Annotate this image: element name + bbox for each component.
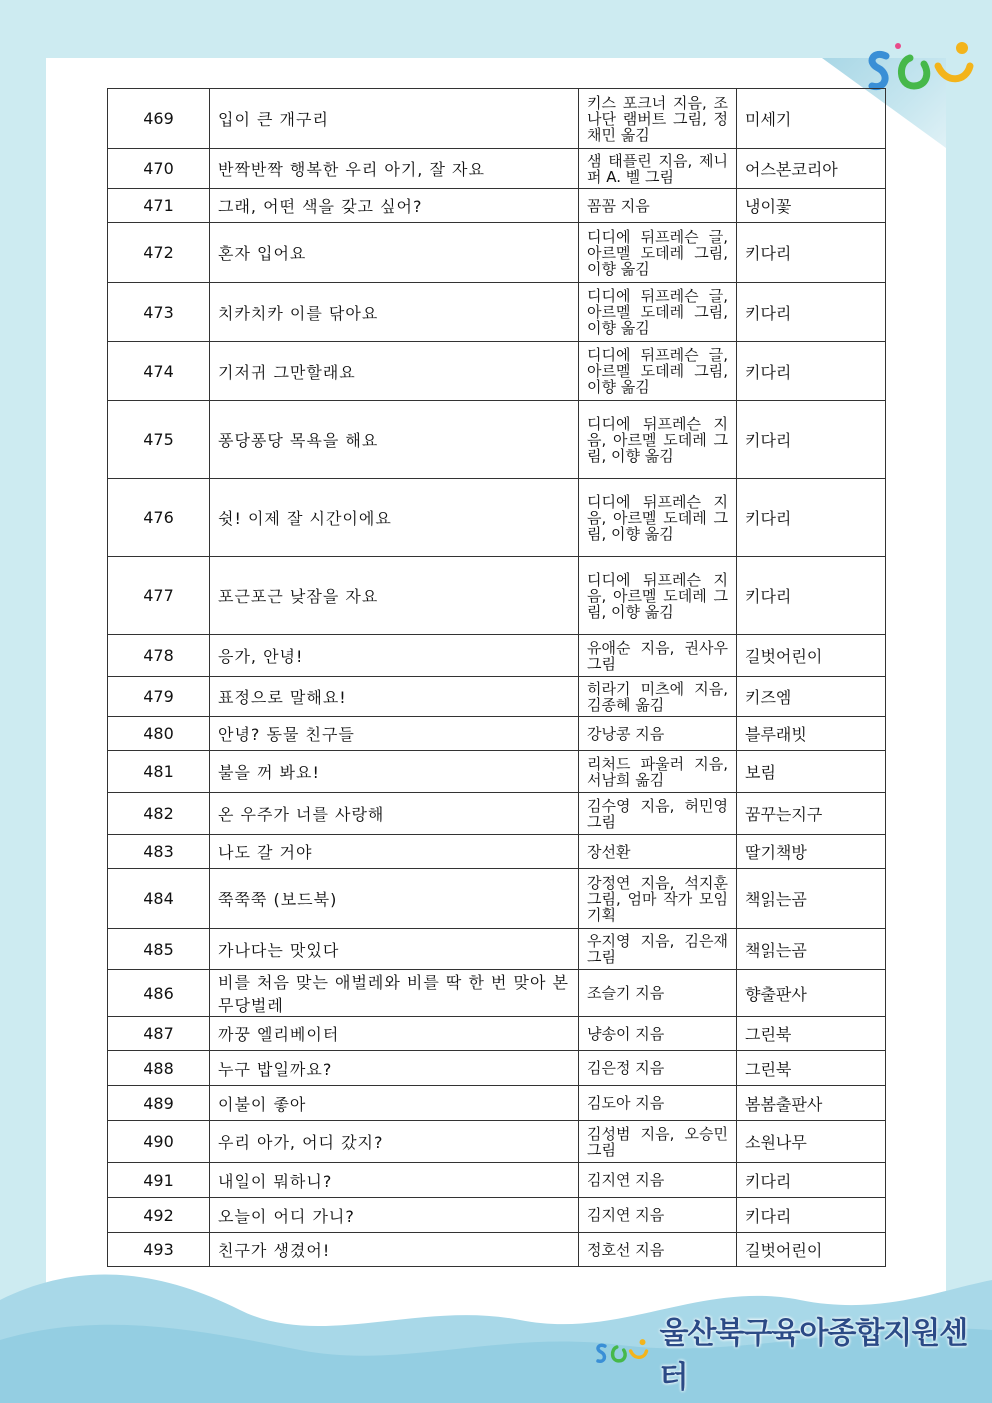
book-number: 489 — [108, 1086, 210, 1121]
table-row — [108, 1198, 886, 1233]
table-row — [108, 89, 886, 149]
book-title: 혼자 입어요 — [210, 223, 579, 283]
book-number: 491 — [108, 1163, 210, 1198]
table-row — [108, 283, 886, 342]
book-number: 473 — [108, 283, 210, 342]
table-row — [108, 1051, 886, 1086]
book-author: 김도아 지음 — [579, 1086, 737, 1121]
book-number: 481 — [108, 751, 210, 793]
book-publisher: 블루래빗 — [737, 717, 886, 751]
book-author: 김지연 지음 — [579, 1163, 737, 1198]
book-title: 반짝반짝 행복한 우리 아기, 잘 자요 — [210, 149, 579, 189]
book-title: 기저귀 그만할래요 — [210, 342, 579, 401]
book-publisher: 키다리 — [737, 283, 886, 342]
table-row — [108, 557, 886, 635]
book-publisher: 어스본코리아 — [737, 149, 886, 189]
book-number: 471 — [108, 189, 210, 223]
book-author: 냥송이 지음 — [579, 1017, 737, 1051]
book-title: 치카치카 이를 닦아요 — [210, 283, 579, 342]
book-publisher: 냉이꽃 — [737, 189, 886, 223]
table-row — [108, 835, 886, 869]
book-author: 디디에 뒤프레슨 지음, 아르멜 도데레 그림, 이향 옮김 — [579, 479, 737, 557]
table-row — [108, 793, 886, 835]
book-author: 디디에 뒤프레슨 글, 아르멜 도데레 그림, 이향 옮김 — [579, 342, 737, 401]
book-author: 김수영 지음, 허민영 그림 — [579, 793, 737, 835]
book-number: 474 — [108, 342, 210, 401]
book-title: 누구 밥일까요? — [210, 1051, 579, 1086]
book-number: 492 — [108, 1198, 210, 1233]
book-title: 불을 꺼 봐요! — [210, 751, 579, 793]
book-publisher: 책읽는곰 — [737, 869, 886, 929]
table-row — [108, 342, 886, 401]
table-row — [108, 189, 886, 223]
book-author: 샘 태플린 지음, 제니퍼 A. 벨 그림 — [579, 149, 737, 189]
book-publisher: 키다리 — [737, 342, 886, 401]
table-row — [108, 635, 886, 677]
book-publisher: 키다리 — [737, 1198, 886, 1233]
table-row — [108, 717, 886, 751]
book-author: 히라기 미츠에 지음, 김종혜 옮김 — [579, 677, 737, 717]
book-number: 469 — [108, 89, 210, 149]
book-author: 디디에 뒤프레슨 지음, 아르멜 도데레 그림, 이향 옮김 — [579, 401, 737, 479]
book-title: 퐁당퐁당 목욕을 해요 — [210, 401, 579, 479]
book-author: 정호선 지음 — [579, 1233, 737, 1267]
book-publisher: 길벗어린이 — [737, 1233, 886, 1267]
book-number: 477 — [108, 557, 210, 635]
book-title: 까꿍 엘리베이터 — [210, 1017, 579, 1051]
book-title: 쭉쭉쭉 (보드북) — [210, 869, 579, 929]
table-row — [108, 929, 886, 970]
footer-logo-icon — [594, 1323, 651, 1381]
book-author: 김은정 지음 — [579, 1051, 737, 1086]
book-publisher: 꿈꾸는지구 — [737, 793, 886, 835]
book-author: 디디에 뒤프레슨 글, 아르멜 도데레 그림, 이향 옮김 — [579, 223, 737, 283]
book-number: 487 — [108, 1017, 210, 1051]
book-author: 리처드 파울러 지음, 서남희 옮김 — [579, 751, 737, 793]
book-publisher: 길벗어린이 — [737, 635, 886, 677]
book-publisher: 향출판사 — [737, 970, 886, 1017]
book-author: 우지영 지음, 김은재 그림 — [579, 929, 737, 970]
table-row — [108, 479, 886, 557]
book-author: 조슬기 지음 — [579, 970, 737, 1017]
book-author: 디디에 뒤프레슨 지음, 아르멜 도데레 그림, 이향 옮김 — [579, 557, 737, 635]
book-author: 김성범 지음, 오승민 그림 — [579, 1121, 737, 1163]
table-row — [108, 149, 886, 189]
book-number: 470 — [108, 149, 210, 189]
book-title: 표정으로 말해요! — [210, 677, 579, 717]
book-number: 476 — [108, 479, 210, 557]
book-title: 입이 큰 개구리 — [210, 89, 579, 149]
table-row — [108, 677, 886, 717]
book-title: 포근포근 낮잠을 자요 — [210, 557, 579, 635]
book-title: 오늘이 어디 가니? — [210, 1198, 579, 1233]
footer-brand — [594, 1316, 992, 1395]
book-publisher: 키다리 — [737, 223, 886, 283]
book-author: 장선환 — [579, 835, 737, 869]
book-title: 친구가 생겼어! — [210, 1233, 579, 1267]
book-number: 486 — [108, 970, 210, 1017]
book-title: 그래, 어떤 색을 갖고 싶어? — [210, 189, 579, 223]
table-row — [108, 1086, 886, 1121]
table-row — [108, 751, 886, 793]
book-publisher: 키즈엠 — [737, 677, 886, 717]
book-number: 472 — [108, 223, 210, 283]
book-title: 쉿! 이제 잘 시간이에요 — [210, 479, 579, 557]
book-title: 응가, 안녕! — [210, 635, 579, 677]
book-publisher: 키다리 — [737, 479, 886, 557]
book-publisher: 책읽는곰 — [737, 929, 886, 970]
table-row — [108, 869, 886, 929]
book-publisher: 딸기책방 — [737, 835, 886, 869]
book-number: 485 — [108, 929, 210, 970]
book-number: 493 — [108, 1233, 210, 1267]
book-number: 475 — [108, 401, 210, 479]
organization-name: 울산북구육아종합지원센터 — [659, 1316, 968, 1395]
book-author: 강낭콩 지음 — [579, 717, 737, 751]
book-title: 나도 갈 거야 — [210, 835, 579, 869]
book-publisher: 그린북 — [737, 1017, 886, 1051]
book-number: 488 — [108, 1051, 210, 1086]
table-row — [108, 1233, 886, 1267]
book-number: 478 — [108, 635, 210, 677]
book-number: 484 — [108, 869, 210, 929]
book-title: 온 우주가 너를 사랑해 — [210, 793, 579, 835]
book-title: 이불이 좋아 — [210, 1086, 579, 1121]
book-publisher: 그린북 — [737, 1051, 886, 1086]
table-row — [108, 1017, 886, 1051]
book-title: 안녕? 동물 친구들 — [210, 717, 579, 751]
book-publisher: 보림 — [737, 751, 886, 793]
table-row — [108, 1121, 886, 1163]
book-number: 479 — [108, 677, 210, 717]
book-publisher: 키다리 — [737, 401, 886, 479]
book-publisher: 키다리 — [737, 557, 886, 635]
book-author: 꼼꼼 지음 — [579, 189, 737, 223]
book-title: 비를 처음 맞는 애벌레와 비를 딱 한 번 맞아 본 무당벌레 — [210, 970, 579, 1017]
book-publisher: 봄봄출판사 — [737, 1086, 886, 1121]
book-author: 유애순 지음, 권사우 그림 — [579, 635, 737, 677]
book-number: 483 — [108, 835, 210, 869]
table-row — [108, 1163, 886, 1198]
book-author: 김지연 지음 — [579, 1198, 737, 1233]
book-publisher: 키다리 — [737, 1163, 886, 1198]
table-row — [108, 223, 886, 283]
table-row — [108, 401, 886, 479]
book-number: 482 — [108, 793, 210, 835]
book-publisher: 소원나무 — [737, 1121, 886, 1163]
book-list-table — [107, 88, 886, 1267]
book-number: 490 — [108, 1121, 210, 1163]
table-row — [108, 970, 886, 1017]
book-author: 강정연 지음, 석지훈 그림, 엄마 작가 모임 기획 — [579, 869, 737, 929]
book-title: 우리 아가, 어디 갔지? — [210, 1121, 579, 1163]
book-title: 내일이 뭐하니? — [210, 1163, 579, 1198]
book-number: 480 — [108, 717, 210, 751]
book-author: 키스 포크너 지음, 조나단 램버트 그림, 정채민 옮김 — [579, 89, 737, 149]
book-author: 디디에 뒤프레슨 글, 아르멜 도데레 그림, 이향 옮김 — [579, 283, 737, 342]
book-title: 가나다는 맛있다 — [210, 929, 579, 970]
book-publisher: 미세기 — [737, 89, 886, 149]
